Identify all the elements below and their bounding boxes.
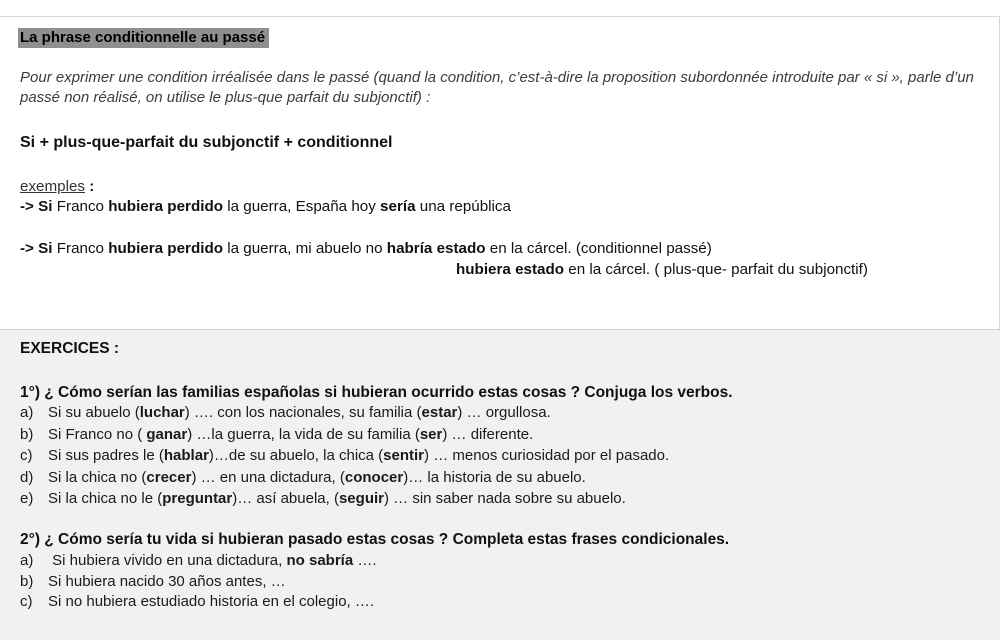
- verb-infinitive: estar: [421, 404, 458, 421]
- exercise-1-item: [20, 469, 586, 486]
- exercise-1-item: [20, 404, 551, 421]
- example-2-text-2: la guerra, mi abuelo no: [223, 240, 387, 257]
- item-letter: a): [20, 552, 34, 569]
- example-1-verb-2: sería: [380, 198, 416, 215]
- verb-infinitive: ganar: [146, 425, 188, 443]
- verb-infinitive: seguir: [338, 490, 384, 507]
- example-2-text-3: en la cárcel. (conditionnel passé): [485, 240, 712, 257]
- example-2-arrow: ->: [20, 240, 39, 257]
- example-1-text-3: una república: [415, 198, 511, 215]
- example-2-si: Si: [38, 240, 53, 257]
- item-text: Si Franco no (: [48, 425, 147, 443]
- example-1-si: Si: [38, 198, 53, 215]
- lesson-intro: Pour exprimer une condition irréalisée dans le passé (quand la condition, c’est-à-dire la proposition subordonnée introduite par « si », parle d’un passé non réalisé, on utilise le plus-que parfait du subjonctif) :: [20, 69, 974, 106]
- verb-infinitive: sentir: [383, 447, 425, 464]
- item-text: Si no hubiera estudiado historia en el colegio, ….: [48, 593, 375, 610]
- item-text: Si hubiera vivido en una dictadura,: [48, 552, 287, 569]
- lesson-formula: Si + plus-que-parfait du subjonctif + conditionnel: [20, 134, 393, 151]
- item-text: Si sus padres le (: [48, 447, 164, 464]
- item-text: Si la chica no (: [48, 468, 147, 486]
- example-2-text-1: Franco: [52, 240, 109, 257]
- item-letter: c): [20, 593, 33, 610]
- example-1-text-2: la guerra, España hoy: [223, 198, 381, 215]
- item-text: ) … orgullosa.: [457, 404, 551, 421]
- item-letter: b): [20, 425, 34, 443]
- exercise-1-item: [20, 447, 669, 464]
- example-2: [20, 240, 712, 258]
- exercise-2-item: [20, 552, 377, 569]
- verb-infinitive: luchar: [139, 404, 185, 421]
- item-letter: c): [20, 447, 33, 464]
- example-2-alt-verb: hubiera estado: [456, 261, 565, 278]
- exercise-1-title: 1°) ¿ Cómo serían las familias españolas si hubieran ocurrido estas cosas ? Conjuga los verbos.: [20, 384, 733, 401]
- item-text: )… la historia de su abuelo.: [403, 468, 586, 486]
- examples-label-text: exemples: [20, 178, 85, 195]
- lesson-title: La phrase conditionnelle au passé: [18, 28, 269, 48]
- item-text: ) …la guerra, la vida de su familia (: [187, 425, 420, 443]
- item-letter: d): [20, 468, 34, 486]
- example-2-verb-2: habría estado: [386, 240, 486, 257]
- item-text-after: ….: [353, 552, 377, 569]
- item-text: ) …. con los nacionales, su familia (: [184, 404, 422, 421]
- item-text: ) … menos curiosidad por el pasado.: [424, 447, 670, 464]
- item-text: Si su abuelo (: [48, 404, 140, 421]
- exercise-2-item: [20, 593, 374, 610]
- examples-label: [20, 178, 94, 196]
- verb-infinitive: conocer: [344, 468, 404, 486]
- example-1: [20, 198, 511, 216]
- example-1-text-1: Franco: [52, 198, 109, 215]
- example-2-alternative: [456, 261, 868, 279]
- item-letter: b): [20, 572, 34, 590]
- item-text: )…de su abuelo, la chica (: [208, 447, 384, 464]
- item-text: ) … diferente.: [442, 425, 534, 443]
- example-2-verb-1: hubiera perdido: [108, 240, 223, 257]
- item-text: Si la chica no le (: [48, 490, 163, 507]
- lesson-section: [0, 17, 1000, 329]
- exercise-2-item: [20, 573, 286, 590]
- example-2-alt-text: en la cárcel. ( plus-que- parfait du subjonctif): [564, 261, 868, 278]
- item-letter: e): [20, 490, 34, 507]
- item-text: ) … en una dictadura, (: [191, 468, 345, 486]
- item-text: Si hubiera nacido 30 años antes, …: [48, 572, 286, 590]
- exercise-1-item: [20, 490, 626, 507]
- exercise-2-title: 2°) ¿ Cómo sería tu vida si hubieran pasado estas cosas ? Completa estas frases condicionales.: [20, 531, 730, 548]
- verb-infinitive: ser: [419, 425, 443, 443]
- verb-infinitive: preguntar: [162, 490, 233, 507]
- example-1-arrow: ->: [20, 198, 39, 215]
- examples-label-colon: :: [85, 178, 95, 195]
- item-letter: a): [20, 404, 34, 421]
- item-text: )… así abuela, (: [232, 490, 339, 507]
- example-1-verb-1: hubiera perdido: [108, 198, 223, 215]
- item-text: ) … sin saber nada sobre su abuelo.: [383, 490, 626, 507]
- exercise-1-item: [20, 426, 533, 443]
- exercises-heading: EXERCICES :: [20, 340, 120, 357]
- verb-infinitive: crecer: [146, 468, 192, 486]
- verb-infinitive: hablar: [163, 447, 209, 464]
- item-bold: no sabría: [286, 552, 354, 569]
